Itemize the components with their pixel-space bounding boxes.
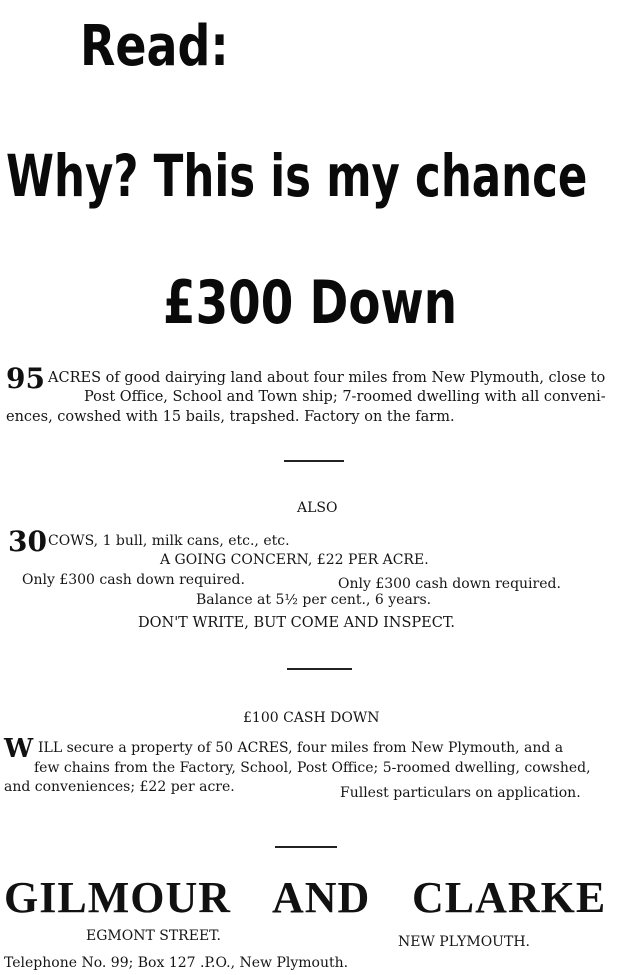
ad2-line2: A GOING CONCERN, £22 PER ACRE.: [160, 552, 429, 568]
ad1-dropcap: 95: [6, 362, 45, 395]
firm-contact: Telephone No. 99; Box 127 .P.O., New Plymouth.: [4, 955, 349, 971]
firm-name-3: CLARKE: [412, 873, 607, 922]
ad2-dropcap: 30: [8, 525, 47, 558]
firm-name-2: AND: [272, 873, 371, 922]
ad2-line4: Balance at 5½ per cent., 6 years.: [196, 592, 432, 608]
ad1-line3: ences, cowshed with 15 bails, trapshed. Factory on the farm.: [6, 409, 455, 425]
ad3-line2: few chains from the Factory, School, Post Office; 5-roomed dwelling, cowshed,: [34, 760, 591, 776]
divider-3: [275, 846, 337, 848]
firm-name-1: GILMOUR: [4, 873, 231, 922]
divider-1: [284, 460, 344, 462]
ad2-line5: DON'T WRITE, BUT COME AND INSPECT.: [138, 615, 455, 631]
divider-2: [287, 668, 352, 670]
ad3-line3-right: Fullest particulars on application.: [340, 785, 581, 801]
ad3-heading: £100 CASH DOWN: [243, 710, 380, 726]
ad3-dropcap: W: [4, 734, 34, 764]
ad2-line3-right: Only £300 cash down required.: [338, 576, 561, 592]
ad3-line1: ILL secure a property of 50 ACRES, four miles from New Plymouth, and a: [38, 740, 564, 756]
firm-town: NEW PLYMOUTH.: [398, 934, 530, 950]
also-heading: ALSO: [297, 500, 338, 516]
ad2-line3-left: Only £300 cash down required.: [22, 572, 245, 588]
ad1-line1: ACRES of good dairying land about four miles from New Plymouth, close to: [48, 370, 606, 386]
ad3-line3-left: and conveniences; £22 per acre.: [4, 779, 235, 795]
ad2-line1: COWS, 1 bull, milk cans, etc., etc.: [48, 533, 290, 549]
headline-read: Read:: [80, 14, 229, 79]
ad1-line2: Post Office, School and Town ship; 7-roomed dwelling with all conveni-: [84, 389, 606, 405]
headline-price: £300 Down: [163, 268, 458, 338]
headline-why: Why? This is my chance: [6, 142, 588, 210]
firm-street: EGMONT STREET.: [86, 928, 221, 944]
